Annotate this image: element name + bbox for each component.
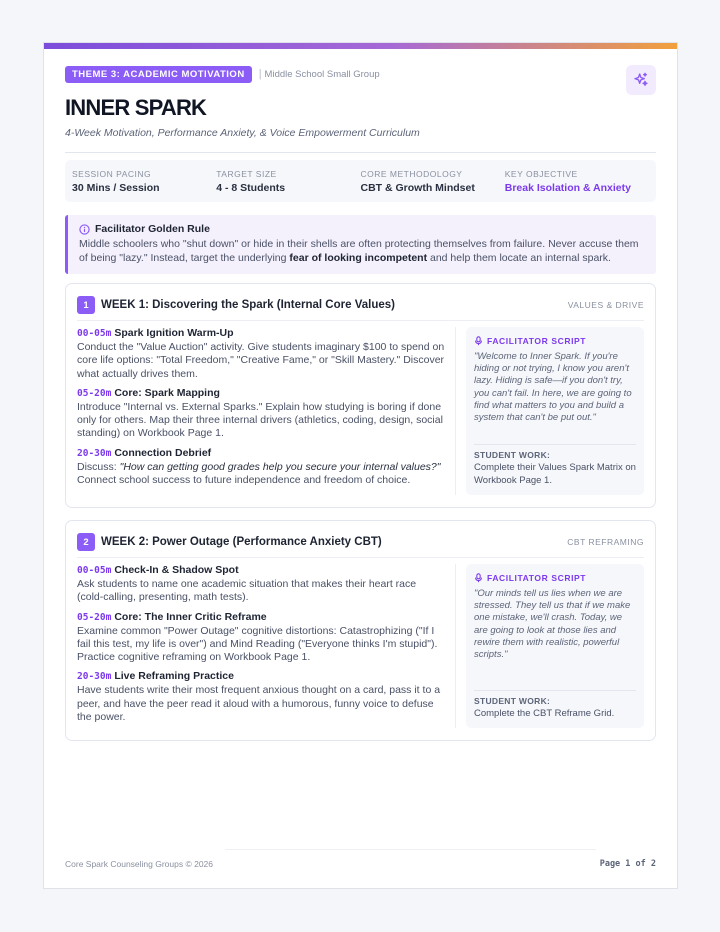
week-header (77, 296, 644, 314)
golden-rule-title: Facilitator Golden Rule (95, 223, 210, 235)
golden-rule-emphasis: fear of looking incompetent (289, 251, 428, 264)
script-label: FACILITATOR SCRIPT (487, 336, 587, 346)
page-subtitle: 4-Week Motivation, Performance Anxiety, & Voice Empowerment Curriculum (65, 127, 420, 139)
segment-time: 20-30m (77, 671, 112, 683)
segment-title: Connection Debrief (114, 446, 212, 459)
segment-text: Conduct the "Value Auction" activity. Give students imaginary $100 to spend on core life options: "Total Freedom," "Creative Fame," or "Skill Mastery." Discover what actually drives them. (77, 341, 445, 380)
week-number-badge: 1 (77, 296, 95, 314)
week-body (77, 564, 644, 728)
stat-label: CORE METHODOLOGY (360, 169, 463, 179)
script-heading (474, 573, 636, 583)
stat-value: 30 Mins / Session (72, 182, 160, 194)
header-separator: | (258, 68, 262, 80)
stat-value: Break Isolation & Anxiety (504, 182, 631, 194)
stat-value: 4 - 8 Students (216, 182, 286, 194)
segment-time: 05-20m (77, 387, 112, 399)
golden-rule-callout (65, 215, 656, 274)
segment-text (77, 461, 445, 488)
script-label: FACILITATOR SCRIPT (487, 573, 587, 583)
agenda-segment (77, 670, 445, 724)
agenda-segment (77, 611, 445, 665)
info-icon (79, 224, 90, 235)
agenda-segment (77, 564, 445, 605)
top-gradient-bar (44, 43, 677, 49)
column-divider (455, 564, 456, 728)
column-divider (455, 327, 456, 495)
microphone-icon (474, 573, 483, 583)
week-tag: VALUES & DRIVE (567, 300, 644, 310)
segment-title: Live Reframing Practice (114, 670, 234, 683)
student-work-text: Complete their Values Spark Matrix on Workbook Page 1. (474, 462, 636, 486)
stat-core-methodology (361, 169, 505, 202)
student-work-label: STUDENT WORK: (474, 695, 551, 706)
facilitator-script-panel (466, 564, 644, 728)
page-footer (65, 849, 656, 869)
header-row (65, 65, 656, 83)
student-work-label: STUDENT WORK: (474, 450, 551, 460)
segment-text-prefix: Discuss: (77, 460, 120, 473)
script-divider (474, 690, 636, 691)
week-body (77, 327, 644, 495)
script-divider (474, 444, 636, 445)
header-divider (65, 152, 656, 153)
week-title: WEEK 2: Power Outage (Performance Anxiety CBT) (101, 536, 382, 548)
script-text: "Welcome to Inner Spark. If you're hiding or not trying, I know you aren't lazy. Hiding is safe—if you don't try, you can't fail. In here, we are going to find what matters to you and build a system that can't be put out." (474, 351, 632, 424)
segment-time: 00-05m (77, 328, 112, 339)
script-heading (474, 336, 636, 346)
week-header (77, 533, 644, 551)
segment-text: Have students write their most frequent anxious thought on a card, pass it to a peer, and have the peer read it aloud with a humorous, funny voice to defuse the power. (77, 684, 441, 724)
agenda-segment (77, 327, 445, 381)
week-divider (77, 320, 644, 321)
stat-label: TARGET SIZE (216, 169, 277, 179)
week-2-card (65, 520, 656, 741)
stat-target-size (216, 169, 360, 202)
golden-rule-text-end: and help them locate an internal spark. (427, 251, 611, 264)
agenda (77, 327, 445, 495)
theme-badge: THEME 3: ACADEMIC MOTIVATION (65, 66, 252, 83)
segment-time: 20-30m (77, 447, 112, 459)
stats-bar (65, 160, 656, 202)
segment-title: Core: The Inner Critic Reframe (114, 610, 267, 623)
footer-divider (225, 849, 596, 850)
stat-label: SESSION PACING (72, 169, 152, 179)
segment-text: Ask students to name one academic situation that makes their heart race (cold-calling, presenting, math tests). (77, 578, 417, 604)
subgroup-label: Middle School Small Group (264, 68, 380, 80)
page-number: Page 1 of 2 (599, 859, 656, 869)
segment-text: Examine common "Power Outage" cognitive distortions: Catastrophizing ("If I fail this test, my life is over") and Mind Reading ("Everyone thinks I'm stupid"). Practice cognitive reframing on Workbook Page 1. (77, 624, 438, 664)
stat-key-objective (505, 169, 649, 202)
agenda-segment (77, 447, 445, 488)
week-tag: CBT REFRAMING (567, 537, 644, 547)
golden-rule-heading (79, 223, 646, 235)
agenda (77, 564, 445, 728)
week-number-badge: 2 (77, 533, 95, 551)
week-title: WEEK 1: Discovering the Spark (Internal Core Values) (101, 299, 395, 311)
stat-label: KEY OBJECTIVE (504, 169, 578, 179)
page-title: INNER SPARK (65, 95, 207, 120)
footer-copyright: Core Spark Counseling Groups © 2026 (65, 859, 214, 869)
golden-rule-text: Middle schoolers who "shut down" or hide in their shells are often protecting themselves from failure. Never accuse them of being "lazy." Instead, target the underlying (79, 238, 639, 264)
segment-text-suffix: Connect school success to future independence and freedom of choice. (77, 474, 411, 487)
week-1-card (65, 283, 656, 508)
agenda-segment (77, 387, 445, 441)
stat-session-pacing (72, 169, 216, 202)
worksheet-page (43, 42, 678, 889)
week-divider (77, 557, 644, 558)
segment-title: Core: Spark Mapping (114, 386, 220, 399)
golden-rule-body (79, 238, 646, 265)
segment-question: "How can getting good grades help you secure your internal values?" (119, 460, 441, 473)
segment-time: 05-20m (77, 611, 112, 623)
script-text: "Our minds tell us lies when we are stressed. They tell us that if we make one mistake, we'll crash. Today, we are going to look at those lies and rewire them with realistic, powerful scripts." (474, 588, 631, 661)
stat-value: CBT & Growth Mindset (360, 182, 475, 194)
sparkles-icon (626, 65, 656, 95)
student-work-text: Complete the CBT Reframe Grid. (474, 707, 615, 719)
facilitator-script-panel (466, 327, 644, 495)
segment-time: 00-05m (77, 565, 112, 576)
segment-text: Introduce "Internal vs. External Sparks." Explain how studying is boring if done only for others. Map their three internal drivers (athletics, coding, design, social standing) on Workbook Page 1. (77, 400, 443, 440)
microphone-icon (474, 336, 483, 346)
segment-title: Check-In & Shadow Spot (114, 564, 239, 576)
segment-title: Spark Ignition Warm-Up (114, 327, 234, 339)
